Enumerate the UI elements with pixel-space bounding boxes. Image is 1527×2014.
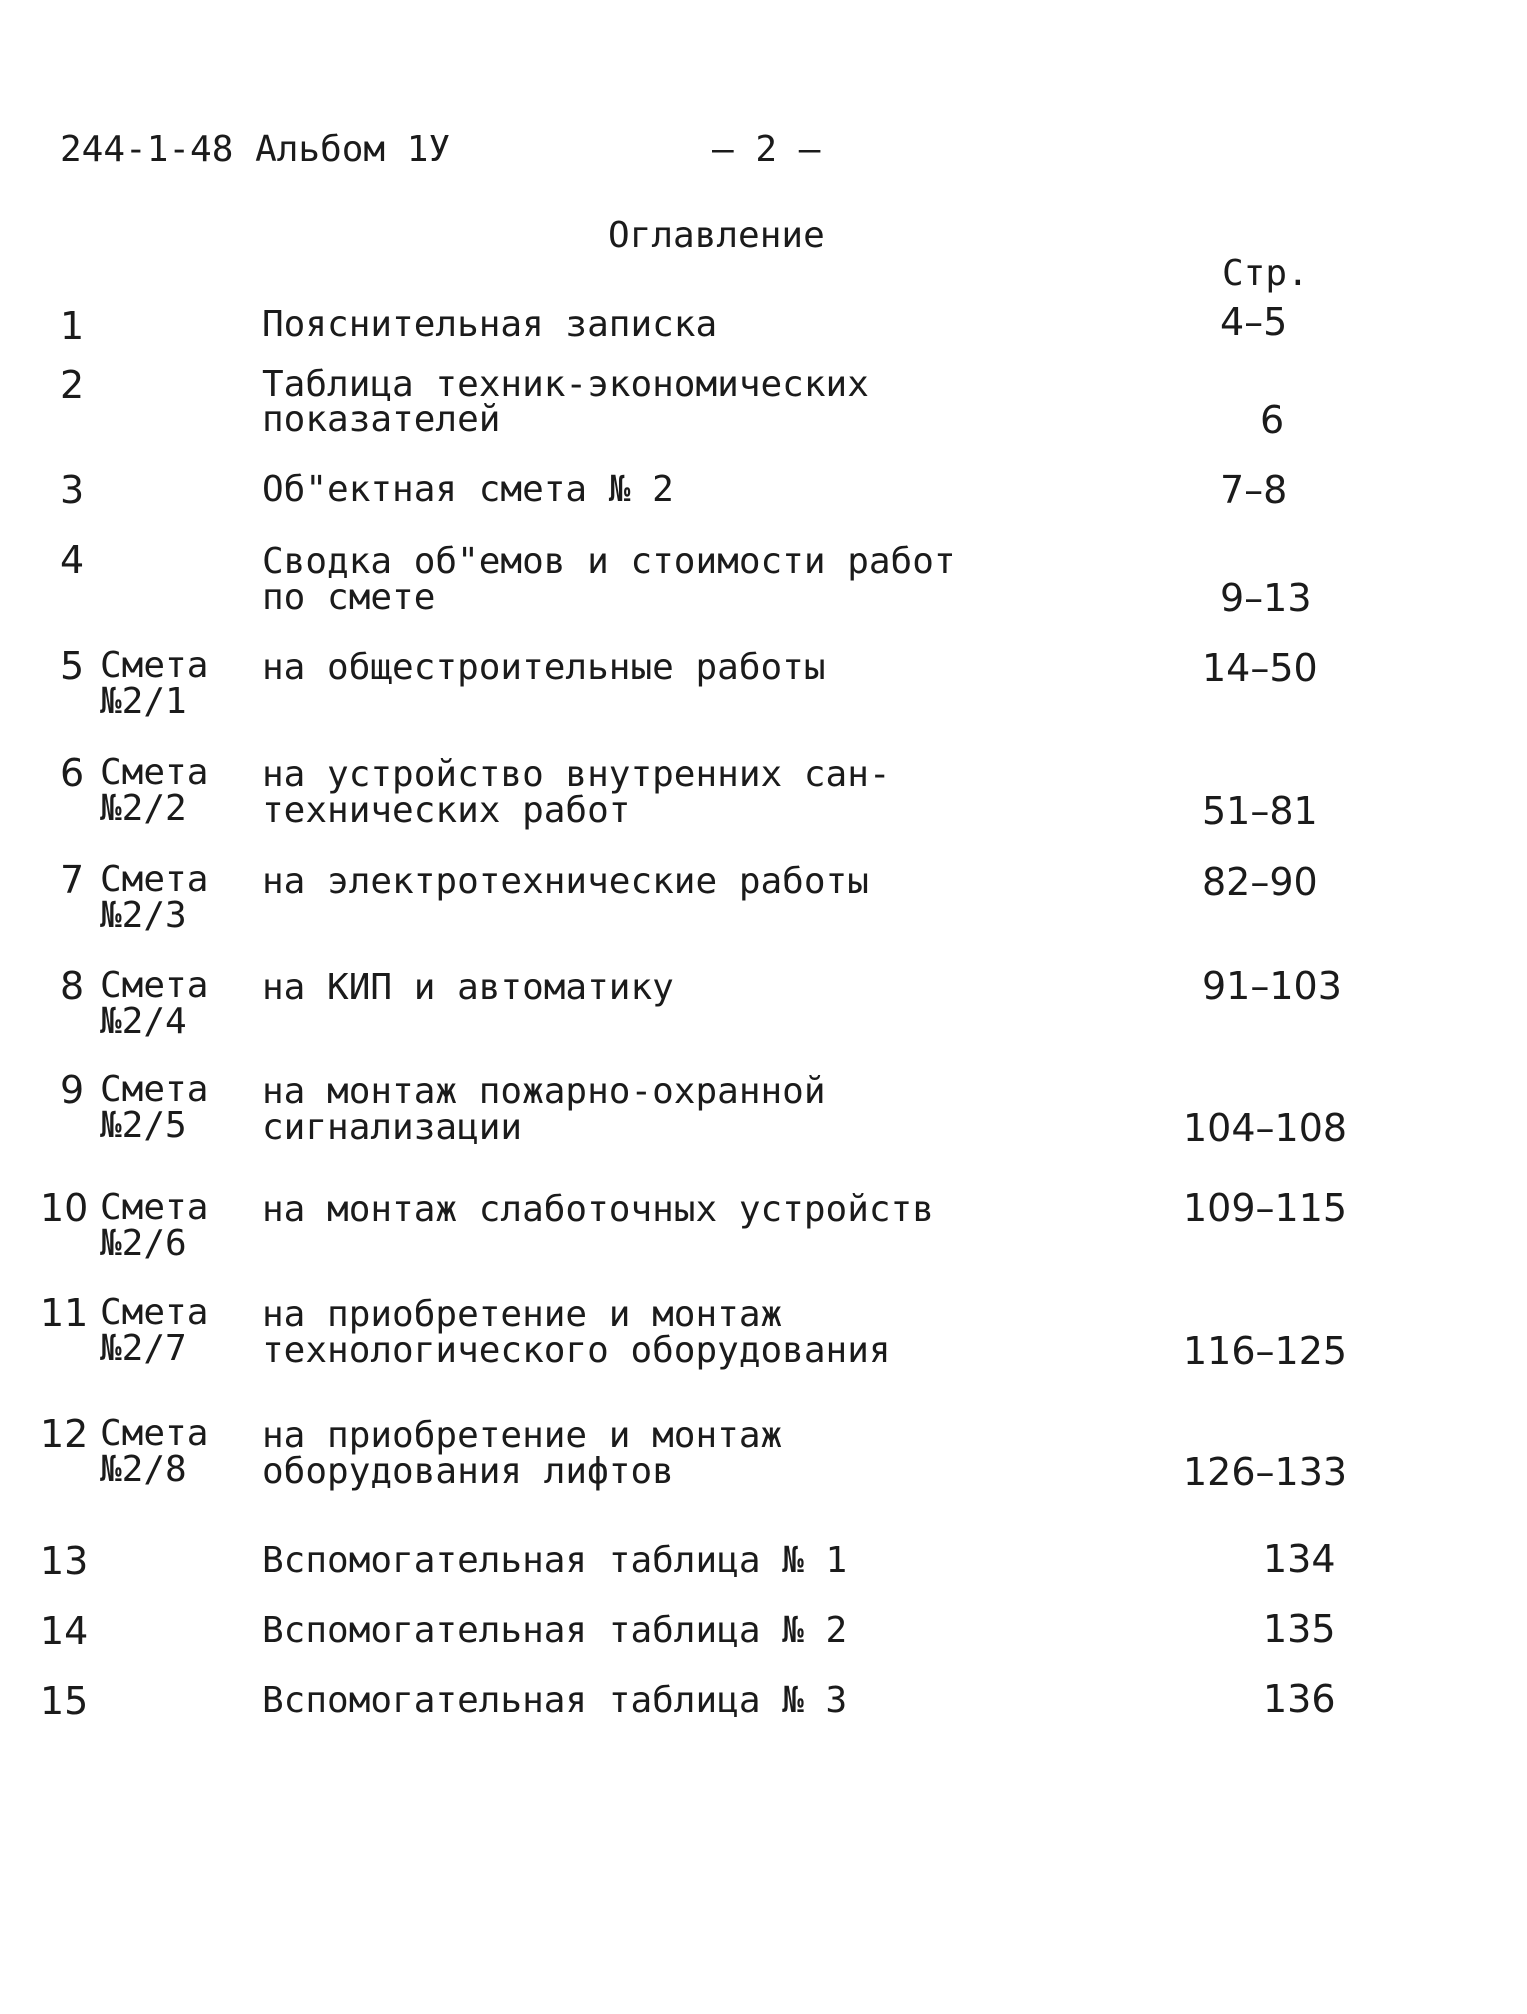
entry-smeta-label: Смета bbox=[100, 1187, 209, 1228]
entry-title-line1: на монтаж пожарно-охранной bbox=[262, 1071, 826, 1112]
entry-pages: 109–115 bbox=[1183, 1186, 1348, 1230]
entry-title-line1: Таблица техник-экономических bbox=[262, 364, 869, 405]
entry-title-line2: технических работ bbox=[262, 790, 631, 831]
entry-number: 4 bbox=[60, 538, 85, 582]
entry-pages: 51–81 bbox=[1202, 789, 1318, 833]
entry-number: 10 bbox=[40, 1186, 89, 1230]
entry-number: 11 bbox=[40, 1291, 89, 1335]
entry-smeta-label: Смета bbox=[100, 645, 209, 686]
entry-smeta-label: Смета bbox=[100, 859, 209, 900]
entry-number: 3 bbox=[60, 468, 85, 512]
entry-smeta-label: Смета bbox=[100, 1292, 209, 1333]
entry-pages: 7–8 bbox=[1220, 468, 1288, 512]
entry-pages: 6 bbox=[1260, 398, 1285, 442]
entry-smeta-label: Смета bbox=[100, 965, 209, 1006]
entry-title-line1: на монтаж слаботочных устройств bbox=[262, 1189, 934, 1230]
entry-title-line1: Пояснительная записка bbox=[262, 304, 718, 345]
page-number: – 2 – bbox=[712, 129, 821, 170]
entry-smeta-label: Смета bbox=[100, 1413, 209, 1454]
entry-title-line1: Сводка об"емов и стоимости работ bbox=[262, 541, 956, 582]
header-code: 244-1-48 Альбом 1У bbox=[60, 129, 451, 170]
entry-smeta-number: №2/1 bbox=[100, 681, 187, 722]
entry-number: 5 bbox=[60, 644, 85, 688]
entry-number: 14 bbox=[40, 1609, 89, 1653]
entry-pages: 136 bbox=[1263, 1677, 1336, 1721]
entry-title-line1: Вспомогательная таблица № 3 bbox=[262, 1680, 848, 1721]
entry-title-line1: Вспомогательная таблица № 1 bbox=[262, 1540, 848, 1581]
entry-number: 13 bbox=[40, 1539, 89, 1583]
entry-title-line1: на КИП и автоматику bbox=[262, 967, 674, 1008]
entry-title-line1: на устройство внутренних сан- bbox=[262, 754, 891, 795]
entry-number: 9 bbox=[60, 1068, 85, 1112]
entry-smeta-number: №2/2 bbox=[100, 788, 187, 829]
entry-smeta-number: №2/6 bbox=[100, 1223, 187, 1264]
entry-pages: 91–103 bbox=[1202, 964, 1342, 1008]
entry-pages: 126–133 bbox=[1183, 1450, 1348, 1494]
entry-number: 1 bbox=[60, 304, 85, 348]
entry-title-line1: на приобретение и монтаж bbox=[262, 1294, 783, 1335]
entry-title-line2: технологического оборудования bbox=[262, 1330, 891, 1371]
entry-title-line1: на общестроительные работы bbox=[262, 647, 826, 688]
entry-number: 12 bbox=[40, 1412, 89, 1456]
entry-number: 2 bbox=[60, 363, 85, 407]
entry-pages: 135 bbox=[1263, 1607, 1336, 1651]
entry-title-line1: Об"ектная смета № 2 bbox=[262, 469, 674, 510]
entry-pages: 14–50 bbox=[1202, 646, 1318, 690]
entry-smeta-number: №2/7 bbox=[100, 1328, 187, 1369]
entry-number: 8 bbox=[60, 964, 85, 1008]
entry-title-line2: показателей bbox=[262, 399, 501, 440]
toc-title: Оглавление bbox=[608, 215, 825, 256]
entry-pages: 134 bbox=[1263, 1537, 1336, 1581]
entry-pages: 116–125 bbox=[1183, 1329, 1348, 1373]
entry-smeta-label: Смета bbox=[100, 1069, 209, 1110]
entry-title-line2: по смете bbox=[262, 577, 436, 618]
entry-pages: 9–13 bbox=[1220, 576, 1312, 620]
entry-pages: 104–108 bbox=[1183, 1106, 1348, 1150]
entry-title-line2: оборудования лифтов bbox=[262, 1451, 674, 1492]
entry-pages: 82–90 bbox=[1202, 860, 1318, 904]
entry-number: 7 bbox=[60, 858, 85, 902]
entry-smeta-number: №2/8 bbox=[100, 1449, 187, 1490]
entry-number: 6 bbox=[60, 751, 85, 795]
entry-title-line1: Вспомогательная таблица № 2 bbox=[262, 1610, 848, 1651]
entry-number: 15 bbox=[40, 1679, 89, 1723]
entry-title-line1: на приобретение и монтаж bbox=[262, 1415, 783, 1456]
entry-smeta-number: №2/4 bbox=[100, 1001, 187, 1042]
entry-smeta-number: №2/3 bbox=[100, 895, 187, 936]
entry-smeta-number: №2/5 bbox=[100, 1105, 187, 1146]
entry-pages: 4–5 bbox=[1220, 300, 1288, 344]
entry-smeta-label: Смета bbox=[100, 752, 209, 793]
entry-title-line1: на электротехнические работы bbox=[262, 861, 869, 902]
page-column-header: Стр. bbox=[1222, 253, 1309, 294]
entry-title-line2: сигнализации bbox=[262, 1107, 523, 1148]
